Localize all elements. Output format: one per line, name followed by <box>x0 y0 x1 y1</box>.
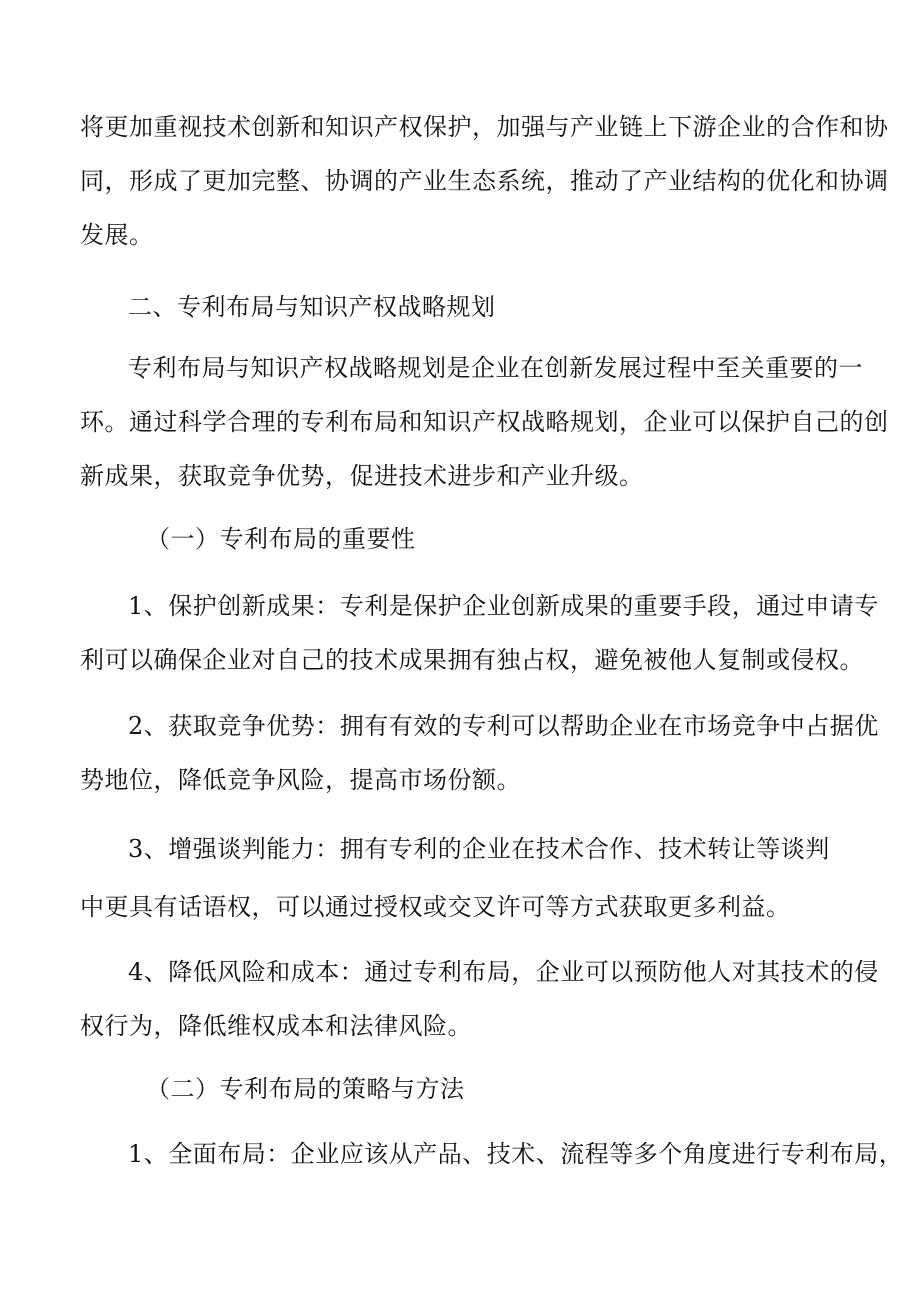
item-1-line-2: 利可以确保企业对自己的技术成果拥有独占权，避免被他人复制或侵权。 <box>80 646 864 674</box>
item-2-line-1: 2、获取竞争优势：拥有有效的专利可以帮助企业在市场竞争中占据优 <box>128 712 879 740</box>
section-two-intro-line-1: 专利布局与知识产权战略规划是企业在创新发展过程中至关重要的一 <box>128 354 863 382</box>
item-4-line-1: 4、降低风险和成本：通过专利布局，企业可以预防他人对其技术的侵 <box>128 958 879 986</box>
section-two-intro-line-2: 环。通过科学合理的专利布局和知识产权战略规划，企业可以保护自己的创 <box>80 408 889 436</box>
item-3-line-1: 3、增强谈判能力：拥有专利的企业在技术合作、技术转让等谈判 <box>128 835 830 863</box>
item-2-line-2: 势地位，降低竞争风险，提高市场份额。 <box>80 766 521 794</box>
intro-line-1: 将更加重视技术创新和知识产权保护，加强与产业链上下游企业的合作和协 <box>80 113 889 141</box>
intro-line-2: 同，形成了更加完整、协调的产业生态系统，推动了产业结构的优化和协调 <box>80 167 889 195</box>
intro-line-3: 发展。 <box>80 221 154 249</box>
item-3-line-2: 中更具有话语权，可以通过授权或交叉许可等方式获取更多利益。 <box>80 893 791 921</box>
subsection-one-heading: （一）专利布局的重要性 <box>146 525 416 553</box>
section-two-intro-line-3: 新成果，获取竞争优势，促进技术进步和产业升级。 <box>80 462 644 490</box>
subsection-two-heading: （二）专利布局的策略与方法 <box>146 1075 465 1103</box>
item-4-line-2: 权行为，降低维权成本和法律风险。 <box>80 1012 472 1040</box>
section-two-heading: 二、专利布局与知识产权战略规划 <box>128 293 496 321</box>
item-1-line-1: 1、保护创新成果：专利是保护企业创新成果的重要手段，通过申请专 <box>128 592 879 620</box>
subsection-two-item-1-line-1: 1、全面布局：企业应该从产品、技术、流程等多个角度进行专利布局， <box>128 1140 904 1168</box>
